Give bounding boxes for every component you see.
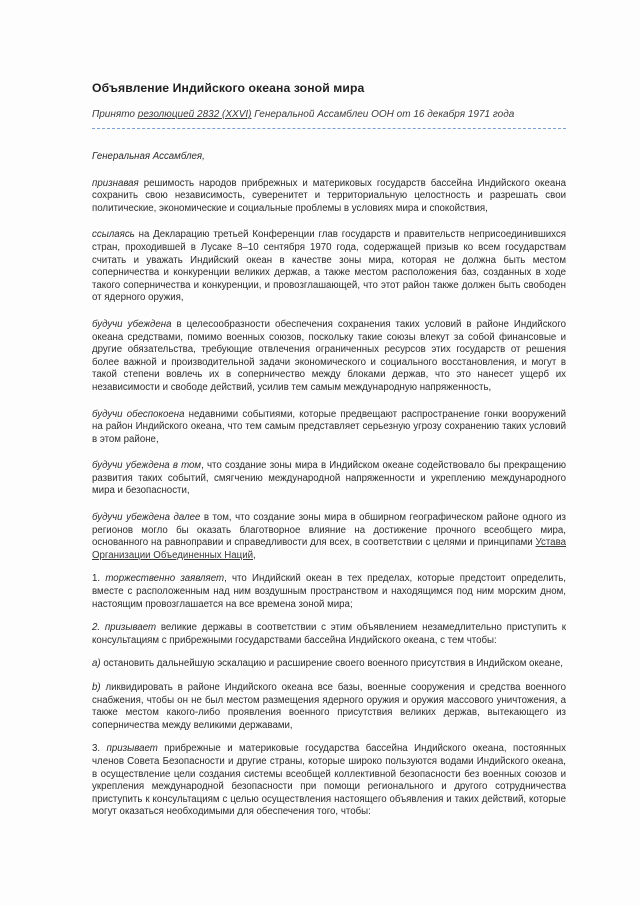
operative-subitem [92,658,566,671]
operative-text: великие державы в соответствии с этим объявлением незамедлительно приступить к консультациям с прибрежными государствами бассейна Индийского океана, с тем чтобы: [92,622,566,646]
preamble-paragraph [92,319,566,395]
operative-text: ликвидировать в районе Индийского океана все базы, военные сооружения и средства военного снабжения, чтобы он не был местом размещения ядерного оружия и оружия массового уничтожения, а также местом какого-либо проявления военного присутствия великих держав, вытекающего из соперничества между великими державами, [92,682,566,731]
preamble-lead: будучи обеспокоена [92,408,185,420]
resolution-link[interactable]: резолюцией 2832 (XXVI) [137,109,252,120]
operative-lead: призывает [106,743,158,755]
operative-paragraph [92,573,566,611]
preamble-lead: ссылаясь [92,229,135,241]
operative-paragraph [92,743,566,819]
operative-lead: призывает [104,622,157,634]
opening-line: Генеральная Ассамблея, [92,151,205,162]
preamble-paragraph [92,229,566,305]
preamble-text: в целесообразности обеспечения сохранения таких условий в районе Индийского океана средствами, помимо военных союзов, поскольку такие союзы влекут за собой финансовые и другие обязательства, требующие отвлечения ограниченных ресурсов этих государств от решения более важной и производительной задачи экономического и социального восстановления, и могут в такой степени вовлечь их в соперничество между блоками держав, что это нанесет ущерб их независимости и свободе действий, усилив тем самым международную напряженность, [92,318,566,393]
subitem-letter: a) [92,658,104,670]
preamble-paragraph [92,512,566,562]
operative-number: 1. [92,573,106,585]
operative-text: остановить дальнейшую эскалацию и расширение своего военного присутствия в Индийском океане, [103,658,563,670]
preamble-text: недавними событиями, которые предвещают распространение гонки вооружений на район Индийского океана, что тем самым представляет серьезную угрозу сохранению таких условий в этом районе, [92,408,566,445]
un-charter-link[interactable]: Устава Организации Объединенных Наций [92,537,566,561]
operative-lead: торжественно заявляет [105,573,225,585]
document-page [92,80,566,830]
dashed-separator [92,128,566,129]
preamble-lead: будучи убеждена [92,318,172,330]
preamble-lead: будучи убеждена далее [92,512,201,524]
operative-text: прибрежные и материковые государства бассейна Индийского океана, постоянных членов Совета Безопасности и другие страны, которые широко пользуются водами Индийского океана, в осуществление цели создания системы всеобщей коллективной безопасности без военных союзов и укрепления международной безопасности при помощи регионального и другого сотрудничества приступить к консультациям с целью осуществления настоящего объявления и таких действий, которые могут оказаться необходимыми для обеспечения того, чтобы: [92,743,566,818]
document-body [92,151,566,819]
operative-subitem [92,682,566,732]
preamble-lead: признавая [92,177,139,189]
preamble-text: , что создание зоны мира в Индийском океане содействовало бы прекращению развития таких событий, смягчению международной напряженности и укреплению международного мира и безопасности, [92,460,566,497]
operative-number: 3. [92,743,107,755]
preamble-text-end: , [253,549,256,561]
operative-paragraph [92,622,566,647]
subtitle-suffix: Генеральной Ассамблеи ООН от 16 декабря 1971 года [251,109,515,120]
operative-number: 2. [92,622,105,634]
preamble-text: в том, что создание зоны мира в обширном географическом районе одного из регионов могло бы оказать благотворное влияние на достижение прочного всеобщего мира, основанного на равноправии и справедливости для всех, в соответствии с целями и принципами [92,512,566,549]
preamble-lead: будучи убеждена в том [92,460,202,472]
preamble-paragraph [92,460,566,498]
subitem-letter: b) [92,682,106,693]
preamble-text: на Декларацию третьей Конференции глав государств и правительств неприсоединившихся стран, проходившей в Лусаке 8–10 сентября 1970 года, содержащей призыв ко всем государствам считать и уважать Индийский океан в качестве зоны мира, которая не должна быть местом соперничества и конкуренции великих держав, а также местом расположения баз, созданных в ходе такого соперничества и конкуренции, и провозглашающей, что этот район также должен быть свободен от ядерного оружия, [92,229,566,304]
preamble-paragraph [92,178,566,216]
preamble-paragraph [92,409,566,447]
operative-text: , что Индийский океан в тех пределах, которые предстоит определить, вместе с расположенным над ним воздушным пространством и находящимся под ним морским дном, настоящим провозглашается на все времена зоной мира; [92,573,567,610]
document-title: Объявление Индийского океана зоной мира [92,81,365,95]
subtitle-prefix: Принято [92,109,138,120]
document-subtitle [92,108,566,121]
preamble-text: решимость народов прибрежных и материковых государств бассейна Индийского океана сохранить свою независимость, суверенитет и территориальную целостность и разрешать свои политические, экономические и социальные проблемы в условиях мира и спокойствия, [92,177,566,214]
